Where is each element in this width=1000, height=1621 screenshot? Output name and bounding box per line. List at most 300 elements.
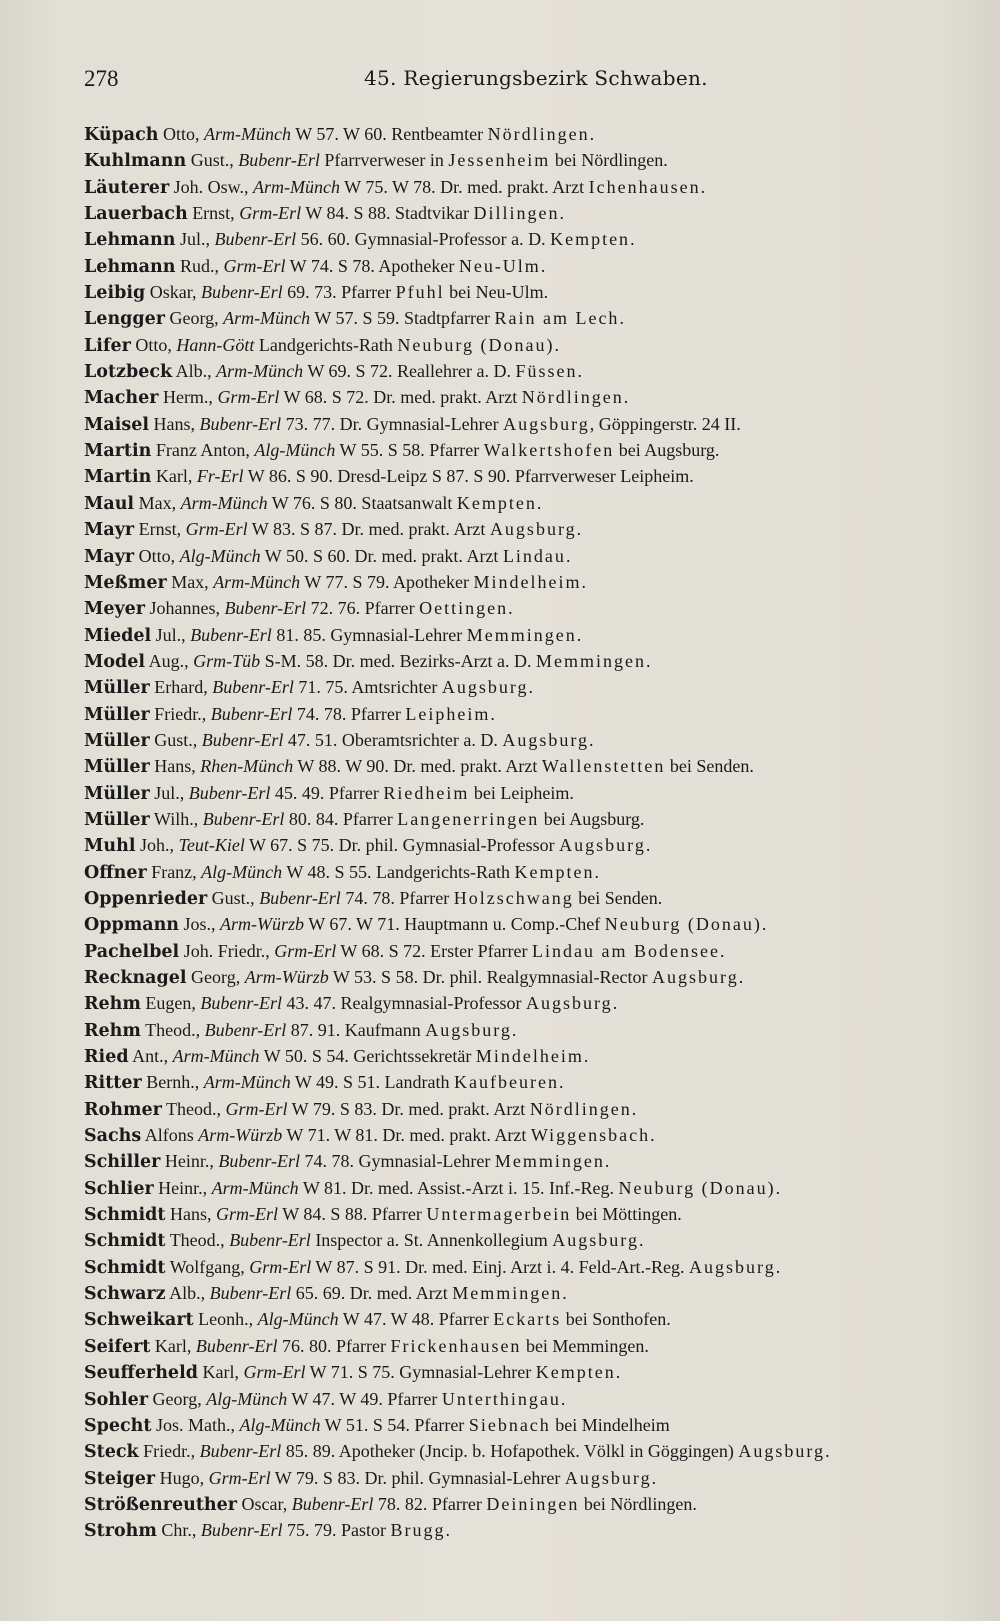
entry-given-name: Gust., xyxy=(186,150,239,171)
entry-surname: Müller xyxy=(84,809,150,830)
entry-details: W 88. W 90. Dr. med. prakt. Arzt xyxy=(293,756,542,777)
entry-place: Riedheim xyxy=(383,782,470,803)
entry-surname: Müller xyxy=(84,783,150,804)
entry-university: Grm-Erl xyxy=(208,1467,271,1488)
entry-details: 71. 75. Amtsrichter xyxy=(293,677,442,698)
entry-details: W 75. W 78. Dr. med. prakt. Arzt xyxy=(340,176,589,197)
entry-place: Augsburg xyxy=(441,677,529,698)
entry-given-name: Franz Anton, xyxy=(151,440,255,461)
directory-entry xyxy=(84,1306,964,1332)
entry-place: Augsburg xyxy=(503,413,590,434)
entry-rest: . xyxy=(576,624,582,645)
entry-given-name: Alfons xyxy=(141,1125,199,1146)
entry-place: Mindelheim xyxy=(475,1046,584,1067)
entry-university: Grm-Erl xyxy=(225,1098,288,1119)
entry-rest: bei Senden. xyxy=(573,887,663,908)
entry-given-name: Joh. Friedr., xyxy=(179,940,275,961)
directory-entry xyxy=(84,1412,964,1438)
entry-university: Alg-Münch xyxy=(206,1388,288,1409)
entry-place: Augsburg xyxy=(559,835,646,856)
directory-entry xyxy=(84,1491,964,1517)
entry-university: Bubenr-Erl xyxy=(229,1230,311,1251)
entry-rest: bei Nördlingen. xyxy=(550,150,668,171)
entry-university: Bubenr-Erl xyxy=(201,729,284,750)
entry-place: Augsburg xyxy=(526,993,613,1014)
entry-surname: Oppenrieder xyxy=(84,888,208,909)
directory-entry xyxy=(84,200,964,226)
entry-details: W 68. S 72. Dr. med. prakt. Arzt xyxy=(279,387,522,408)
entry-place: Leipheim xyxy=(405,703,491,724)
directory-entry xyxy=(84,753,964,779)
directory-entry xyxy=(84,674,964,700)
entry-surname: Seufferheld xyxy=(84,1363,198,1384)
entry-surname: Rehm xyxy=(84,994,141,1015)
directory-entry xyxy=(84,938,964,964)
entry-details: W 87. S 91. Dr. med. Einj. Arzt i. 4. Feld-Art.-Reg. xyxy=(311,1256,690,1277)
directory-entry xyxy=(84,885,964,911)
entry-place: Augsburg xyxy=(425,1019,512,1040)
entry-place: Lindau am Bodensee xyxy=(532,940,720,961)
entry-surname: Müller xyxy=(84,704,150,725)
directory-entry xyxy=(84,1069,964,1095)
entry-surname: Miedel xyxy=(84,625,152,646)
directory-entry xyxy=(84,253,964,279)
entry-place: Kempten xyxy=(456,492,537,513)
entry-place: Neuburg (Donau) xyxy=(618,1177,776,1198)
entry-given-name: Theod., xyxy=(140,1019,205,1040)
entry-place: Memmingen xyxy=(536,650,647,671)
entry-details: 74. 78. Gymnasial-Lehrer xyxy=(299,1151,495,1172)
entry-rest: . xyxy=(775,1256,781,1277)
entry-surname: Müller xyxy=(84,678,150,699)
entry-university: Arm-Würzb xyxy=(244,967,329,987)
entry-surname: Steiger xyxy=(84,1468,156,1489)
entry-rest: . xyxy=(775,1177,781,1198)
entry-details: 43. 47. Realgymnasial-Professor xyxy=(282,993,526,1014)
entry-rest: bei Neu-Ulm. xyxy=(444,282,549,303)
entry-rest: . xyxy=(604,1151,610,1172)
directory-entry xyxy=(84,147,964,173)
directory-entry xyxy=(84,806,964,832)
entry-surname: Sachs xyxy=(84,1126,142,1147)
directory-entry xyxy=(84,1359,964,1385)
entry-place: Augsburg xyxy=(689,1256,776,1277)
entry-details: Inspector a. St. Annenkollegium xyxy=(310,1230,553,1251)
entry-university: Bubenr-Erl xyxy=(259,887,341,908)
entry-place: Memmingen xyxy=(466,624,577,645)
entry-rest: . xyxy=(559,1072,564,1093)
entry-surname: Müller xyxy=(84,730,150,751)
entry-rest: bei Augsburg. xyxy=(539,808,645,829)
entry-surname: Schlier xyxy=(84,1178,154,1199)
entry-university: Arm-Münch xyxy=(180,492,268,513)
entry-rest: . xyxy=(623,387,629,408)
entry-place: Langenerringen xyxy=(397,808,540,829)
entry-given-name: Alb., xyxy=(165,1283,210,1304)
entry-details: 76. 80. Pfarrer xyxy=(277,1335,391,1356)
entry-place: Neuburg (Donau) xyxy=(604,914,762,935)
entry-university: Bubenr-Erl xyxy=(224,598,307,619)
entry-surname: Martin xyxy=(84,441,152,462)
entry-given-name: Karl, xyxy=(150,1335,196,1356)
directory-entry xyxy=(84,1122,964,1148)
entry-university: Arm-Würzb xyxy=(220,914,305,935)
entry-university: Alg-Münch xyxy=(239,1414,321,1435)
entry-given-name: Heinr., xyxy=(153,1177,212,1198)
entry-surname: Strohm xyxy=(84,1521,157,1542)
entry-rest: bei Senden. xyxy=(665,756,754,777)
entry-place: Eckarts xyxy=(493,1309,562,1330)
entry-university: Bubenr-Erl xyxy=(201,282,283,303)
directory-entry xyxy=(84,1017,964,1043)
entry-place: Unterthingau xyxy=(441,1388,561,1409)
entry-details: 85. 89. Apotheker (Jncip. b. Hofapothek. Völkl in Göggingen) xyxy=(281,1441,739,1462)
entry-given-name: Eugen, xyxy=(140,993,201,1014)
entry-given-name: Jul., xyxy=(151,624,191,645)
entry-surname: Meyer xyxy=(84,599,146,620)
entry-surname: Martin xyxy=(84,467,152,488)
directory-entry xyxy=(84,1280,964,1306)
entry-given-name: Hans, xyxy=(165,1204,217,1225)
entry-surname: Ritter xyxy=(84,1073,142,1094)
entry-details: W 71. W 81. Dr. med. prakt. Arzt xyxy=(282,1125,531,1146)
entry-given-name: Oscar, xyxy=(237,1493,292,1514)
entry-place: Pfuhl xyxy=(395,282,445,303)
entry-given-name: Jos. Math., xyxy=(151,1414,240,1435)
entry-given-name: Georg, xyxy=(165,308,224,329)
entry-details: Pfarrverweser in xyxy=(319,150,449,171)
entry-surname: Küpach xyxy=(84,125,159,145)
entry-given-name: Chr., xyxy=(156,1520,201,1541)
directory-entry xyxy=(84,569,964,595)
entry-university: Arm-Münch xyxy=(204,124,292,144)
directory-entry xyxy=(84,595,964,621)
entry-surname: Seifert xyxy=(84,1336,151,1357)
entry-rest: , Göppingerstr. 24 II. xyxy=(589,413,741,434)
entry-place: Augsburg xyxy=(489,519,577,540)
entry-given-name: Jul., xyxy=(175,229,215,250)
entry-surname: Macher xyxy=(84,388,159,409)
entry-rest: . xyxy=(576,519,582,540)
entry-place: Kempten xyxy=(550,229,631,250)
entry-place: Kempten xyxy=(514,861,595,882)
entry-rest: . xyxy=(560,1388,566,1409)
directory-entry xyxy=(84,859,964,885)
entry-place: Augsburg xyxy=(564,1467,652,1488)
entry-given-name: Rud., xyxy=(175,255,224,276)
entry-rest: . xyxy=(589,729,594,750)
entry-university: Fr-Erl xyxy=(196,466,244,487)
entry-given-name: Gust., xyxy=(149,729,202,750)
directory-entry xyxy=(84,622,964,648)
directory-entry xyxy=(84,463,964,489)
entry-place: Ichenhausen xyxy=(588,176,701,197)
entry-surname: Maisel xyxy=(84,414,149,435)
entry-details: 74. 78. Pfarrer xyxy=(292,703,406,724)
entry-details: W 84. S 88. Stadtvikar xyxy=(301,203,474,224)
entry-place: Neu-Ulm xyxy=(458,255,541,276)
directory-entry xyxy=(84,727,964,753)
entry-given-name: Max, xyxy=(134,492,181,513)
entry-given-name: Joh., xyxy=(135,835,179,856)
entry-given-name: Otto, xyxy=(130,334,177,355)
directory-entry xyxy=(84,543,964,569)
entry-place: Memmingen xyxy=(494,1151,605,1172)
entry-rest: . xyxy=(738,967,744,987)
directory-entry xyxy=(84,1438,964,1464)
entry-rest: . xyxy=(589,124,595,144)
entry-university: Arm-Münch xyxy=(172,1046,260,1067)
entry-university: Hann-Gött xyxy=(176,334,255,355)
directory-entry xyxy=(84,1043,964,1069)
entry-place: Frickenhausen xyxy=(390,1335,522,1356)
entry-details: 78. 82. Pfarrer xyxy=(373,1493,487,1514)
entry-university: Bubenr-Erl xyxy=(188,782,271,803)
directory-entry xyxy=(84,305,964,331)
entry-place: Wallenstetten xyxy=(541,756,666,777)
entry-given-name: Hugo, xyxy=(155,1467,209,1488)
entry-surname: Läuterer xyxy=(84,177,170,198)
directory-entry xyxy=(84,358,964,384)
entry-given-name: Joh. Osw., xyxy=(169,176,254,197)
entry-place: Untermagerbein xyxy=(426,1204,572,1225)
entry-details: 81. 85. Gymnasial-Lehrer xyxy=(271,624,467,645)
entry-rest: . xyxy=(631,1098,637,1119)
entry-details: W 67. S 75. Dr. phil. Gymnasial-Professor xyxy=(244,835,560,856)
directory-entry xyxy=(84,516,964,542)
entry-details: W 79. S 83. Dr. med. prakt. Arzt xyxy=(287,1098,530,1119)
directory-entry xyxy=(84,332,964,358)
entry-university: Bubenr-Erl xyxy=(190,624,272,645)
entry-details: W 74. S 78. Apotheker xyxy=(285,255,459,276)
entry-details: 45. 49. Pfarrer xyxy=(270,782,384,803)
entry-university: Bubenr-Erl xyxy=(214,229,297,250)
directory-entry xyxy=(84,226,964,252)
entry-university: Arm-Würzb xyxy=(198,1125,283,1146)
entry-university: Rhen-Münch xyxy=(200,756,294,777)
entry-rest: . xyxy=(645,835,651,856)
entry-details: 69. 73. Pfarrer xyxy=(282,282,396,303)
entry-given-name: Leonh., xyxy=(193,1309,258,1330)
entry-place: Neuburg (Donau) xyxy=(397,334,555,355)
entry-details: W 69. S 72. Reallehrer a. D. xyxy=(303,361,516,382)
directory-entry xyxy=(84,701,964,727)
entry-given-name: Wolfgang, xyxy=(165,1256,250,1277)
entry-given-name: Oskar, xyxy=(145,282,201,303)
entry-place: Augsburg xyxy=(738,1441,826,1462)
entry-details: W 83. S 87. Dr. med. prakt. Arzt xyxy=(247,519,490,540)
entry-place: Rain am Lech xyxy=(494,308,620,329)
entry-surname: Schiller xyxy=(84,1152,161,1173)
entry-rest: . xyxy=(577,361,582,382)
entry-university: Grm-Tüb xyxy=(193,650,261,671)
entry-given-name: Karl, xyxy=(197,1362,244,1383)
entry-details: W 49. S 51. Landrath xyxy=(290,1072,455,1093)
entry-surname: Strößenreuther xyxy=(84,1494,238,1515)
entry-given-name: Alb., xyxy=(172,361,217,382)
directory-entry xyxy=(84,490,964,516)
entry-surname: Schwarz xyxy=(84,1284,166,1305)
entry-place: Jessenheim xyxy=(448,150,551,171)
entry-rest: . xyxy=(612,993,618,1014)
entry-rest: bei Memmingen. xyxy=(521,1335,649,1356)
entry-university: Bubenr-Erl xyxy=(218,1151,300,1172)
entry-surname: Model xyxy=(84,651,146,672)
entry-surname: Rohmer xyxy=(84,1099,162,1120)
entry-surname: Lehmann xyxy=(84,256,176,277)
entry-university: Arm-Münch xyxy=(213,571,301,592)
directory-entry xyxy=(84,1386,964,1412)
entry-surname: Meßmer xyxy=(84,572,167,593)
entry-details: 65. 69. Dr. med. Arzt xyxy=(291,1283,453,1304)
entry-given-name: Hans, xyxy=(149,756,201,777)
entry-surname: Sohler xyxy=(84,1389,149,1410)
entry-details: 47. 51. Oberamtsrichter a. D. xyxy=(283,729,503,750)
entry-university: Grm-Erl xyxy=(223,255,286,276)
entry-given-name: Theod., xyxy=(161,1098,226,1119)
entry-given-name: Georg, xyxy=(186,967,245,987)
entry-university: Bubenr-Erl xyxy=(200,993,283,1014)
entry-place: Siebnach xyxy=(468,1414,551,1435)
entry-rest: bei Nördlingen. xyxy=(579,1493,697,1514)
directory-entry xyxy=(84,1096,964,1122)
entry-details: W 81. Dr. med. Assist.-Arzt i. 15. Inf.-Reg. xyxy=(298,1177,619,1198)
entry-details: W 86. S 90. xyxy=(243,466,338,487)
entry-details: S-M. 58. Dr. med. Bezirks-Arzt a. D. xyxy=(260,650,537,671)
entry-place: Wiggensbach xyxy=(530,1125,651,1146)
directory-entry xyxy=(84,780,964,806)
entry-surname: Specht xyxy=(84,1415,152,1436)
entry-rest: . xyxy=(540,255,546,276)
entry-details: 80. 84. Pfarrer xyxy=(284,808,398,829)
entry-university: Bubenr-Erl xyxy=(209,1283,292,1304)
entry-place: Holzschwang xyxy=(453,887,574,908)
entry-given-name: Erhard, xyxy=(149,677,213,698)
entry-surname: Ried xyxy=(84,1047,129,1068)
entry-place: Füssen xyxy=(515,361,578,382)
entry-details: 56. 60. Gymnasial-Professor a. D. xyxy=(296,229,551,250)
entry-surname: Steck xyxy=(84,1442,139,1463)
entry-given-name: Jul., xyxy=(149,782,189,803)
directory-entry xyxy=(84,384,964,410)
entry-university: Alg-Münch xyxy=(201,861,283,882)
running-head: 45. Regierungsbezirk Schwaben. xyxy=(364,66,708,90)
entry-given-name: Otto, xyxy=(158,124,205,144)
directory-entry xyxy=(84,648,964,674)
entry-surname: Leibig xyxy=(84,283,146,304)
directory-entry xyxy=(84,1148,964,1174)
entry-surname: Recknagel xyxy=(84,968,187,988)
entry-surname: Schmidt xyxy=(84,1231,166,1252)
entry-details: W 77. S 79. Apotheker xyxy=(300,571,474,592)
entry-university: Grm-Erl xyxy=(274,940,337,961)
entry-surname: Mayr xyxy=(84,520,135,541)
entry-rest: . xyxy=(651,1467,657,1488)
entry-given-name: Ernst, xyxy=(134,519,186,540)
entry-given-name: Franz, xyxy=(146,861,202,882)
page-number: 278 xyxy=(84,66,119,91)
directory-entry xyxy=(84,832,964,858)
entry-rest: . xyxy=(700,176,706,197)
entry-rest: . xyxy=(445,1520,450,1541)
directory-entry xyxy=(84,990,964,1016)
entry-university: Bubenr-Erl xyxy=(204,1019,287,1040)
entry-place: Lindau xyxy=(502,545,566,566)
entry-rest: . xyxy=(720,940,725,961)
entry-university: Grm-Erl xyxy=(185,519,248,540)
entry-details: 74. 78. Pfarrer xyxy=(340,887,454,908)
entry-given-name: Karl, xyxy=(151,466,197,487)
directory-entry xyxy=(84,964,964,990)
entry-university: Bubenr-Erl xyxy=(202,808,285,829)
entry-given-name: Aug., xyxy=(145,650,194,671)
directory-entry xyxy=(84,174,964,200)
entry-given-name: Friedr., xyxy=(138,1441,200,1462)
entry-surname: Schmidt xyxy=(84,1205,166,1226)
entry-details: 75. 79. Pastor xyxy=(282,1520,391,1541)
entry-university: Bubenr-Erl xyxy=(291,1493,374,1514)
entry-given-name: Ant., xyxy=(128,1046,173,1067)
entry-surname: Lifer xyxy=(84,335,131,356)
entry-surname: Offner xyxy=(84,862,147,883)
entry-university: Alg-Münch xyxy=(254,440,336,461)
entry-rest: . xyxy=(761,914,767,935)
entry-given-name: Ernst, xyxy=(187,203,240,224)
entry-rest: bei Mindelheim xyxy=(550,1414,670,1435)
entry-place: Nördlingen xyxy=(521,387,624,408)
entry-given-name: Bernh., xyxy=(141,1072,204,1093)
entry-place: Augsburg xyxy=(652,967,739,987)
entry-given-name: Otto, xyxy=(134,545,180,566)
directory-entry xyxy=(84,279,964,305)
entry-rest: bei Leipheim. xyxy=(469,782,574,803)
directory-entry xyxy=(84,911,964,937)
entry-university: Grm-Erl xyxy=(243,1362,306,1383)
entry-place: Nördlingen xyxy=(487,124,590,144)
entry-university: Bubenr-Erl xyxy=(210,703,293,724)
entry-rest: . xyxy=(615,1362,621,1383)
entry-surname: Rehm xyxy=(84,1020,141,1041)
entry-rest: . xyxy=(565,545,571,566)
entry-surname: Pachelbel xyxy=(84,941,180,962)
entry-place: Brugg xyxy=(390,1520,446,1541)
entry-details: 72. 76. Pfarrer xyxy=(306,598,420,619)
entry-given-name: Max, xyxy=(166,571,214,592)
entry-university: Grm-Erl xyxy=(216,1204,279,1225)
entry-place: Kempten xyxy=(535,1362,616,1383)
directory-entry xyxy=(84,1175,964,1201)
entry-details: W 84. S 88. Pfarrer xyxy=(278,1204,427,1225)
entry-rest: . xyxy=(619,308,624,329)
entry-surname: Muhl xyxy=(84,836,136,857)
directory-entry xyxy=(84,1254,964,1280)
entry-place: Mindelheim xyxy=(473,571,582,592)
entry-place: Nördlingen xyxy=(529,1098,632,1119)
directory-entry xyxy=(84,1517,964,1543)
entry-rest: bei Augsburg. xyxy=(614,440,720,461)
entry-given-name: Gust., xyxy=(207,887,260,908)
entry-details: W 51. S 54. Pfarrer xyxy=(320,1414,469,1435)
directory-entry xyxy=(84,411,964,437)
entry-rest: . xyxy=(554,334,559,355)
entry-details: W 76. S 80. Staatsanwalt xyxy=(267,492,457,513)
directory-entry xyxy=(84,1465,964,1491)
entry-details: W 57. W 60. Rentbeamter xyxy=(291,124,488,144)
entry-details: W 50. S 60. Dr. med. prakt. Arzt xyxy=(260,545,503,566)
entry-university: Grm-Erl xyxy=(239,203,302,224)
entry-surname: Schweikart xyxy=(84,1310,194,1331)
entry-university: Grm-Erl xyxy=(249,1256,312,1277)
